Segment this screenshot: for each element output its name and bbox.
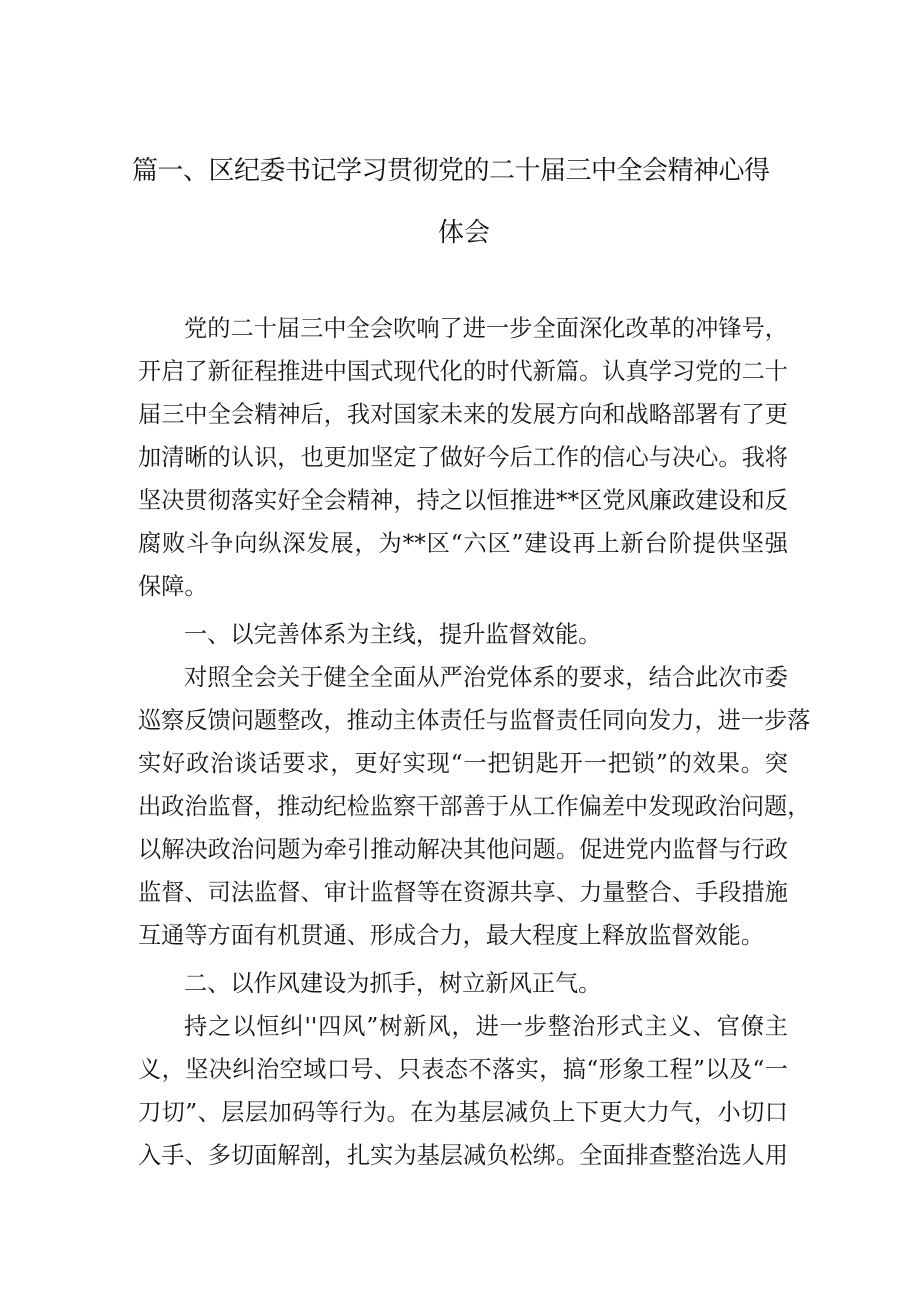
intro-line-7: 保障。 [138,573,208,600]
section-1-line-7: 互通等方面有机贯通、形成合力，最大程度上释放监督效能。 [138,922,765,949]
intro-line-6: 腐败斗争向纵深发展，为**区“六区”建设再上新台阶提供坚强 [138,530,788,557]
section-1-line-1: 对照全会关于健全全面从严治党体系的要求，结合此次市委 [184,664,788,691]
section-2-heading: 二、以作风建设为抓手，树立新风正气。 [184,970,602,997]
section-1-line-4: 出政治监督，推动纪检监察干部善于从工作偏差中发现政治问题， [138,793,811,820]
intro-line-1: 党的二十届三中全会吹响了进一步全面深化改革的冲锋号， [184,315,788,342]
section-1-line-3: 实好政治谈话要求，更好实现“一把钥匙开一把锁”的效果。突 [138,750,788,777]
document-title-line-2: 体会 [438,218,491,248]
document-title-line-1: 篇一、区纪委书记学习贯彻党的二十届三中全会精神心得 [132,156,770,186]
intro-line-3: 届三中全会精神后，我对国家未来的发展方向和战略部署有了更 [138,401,788,428]
intro-line-2: 开启了新征程推进中国式现代化的时代新篇。认真学习党的二十 [138,358,788,385]
section-1-line-6: 监督、司法监督、审计监督等在资源共享、力量整合、手段措施 [138,879,788,906]
section-2-line-2: 义，坚决纠治空域口号、只表态不落实，搞“形象工程”以及“一 [138,1056,788,1083]
section-1-heading: 一、以完善体系为主线，提升监督效能。 [184,621,602,648]
section-2-line-3: 刀切”、层层加码等行为。在为基层减负上下更大力气，小切口 [138,1099,788,1126]
section-2-line-1: 持之以恒纠''四风”树新风，进一步整治形式主义、官僚主 [184,1013,788,1040]
section-2-line-4: 入手、多切面解剖，扎实为基层减负松绑。全面排查整治选人用 [138,1142,788,1169]
intro-line-5: 坚决贯彻落实好全会精神，持之以恒推进**区党风廉政建设和反 [138,487,788,514]
intro-line-4: 加清晰的认识，也更加坚定了做好今后工作的信心与决心。我将 [138,444,788,471]
section-1-line-2: 巡察反馈问题整改，推动主体责任与监督责任同向发力，进一步落 [138,707,811,734]
section-1-line-5: 以解决政治问题为牵引推动解决其他问题。促进党内监督与行政 [138,836,788,863]
